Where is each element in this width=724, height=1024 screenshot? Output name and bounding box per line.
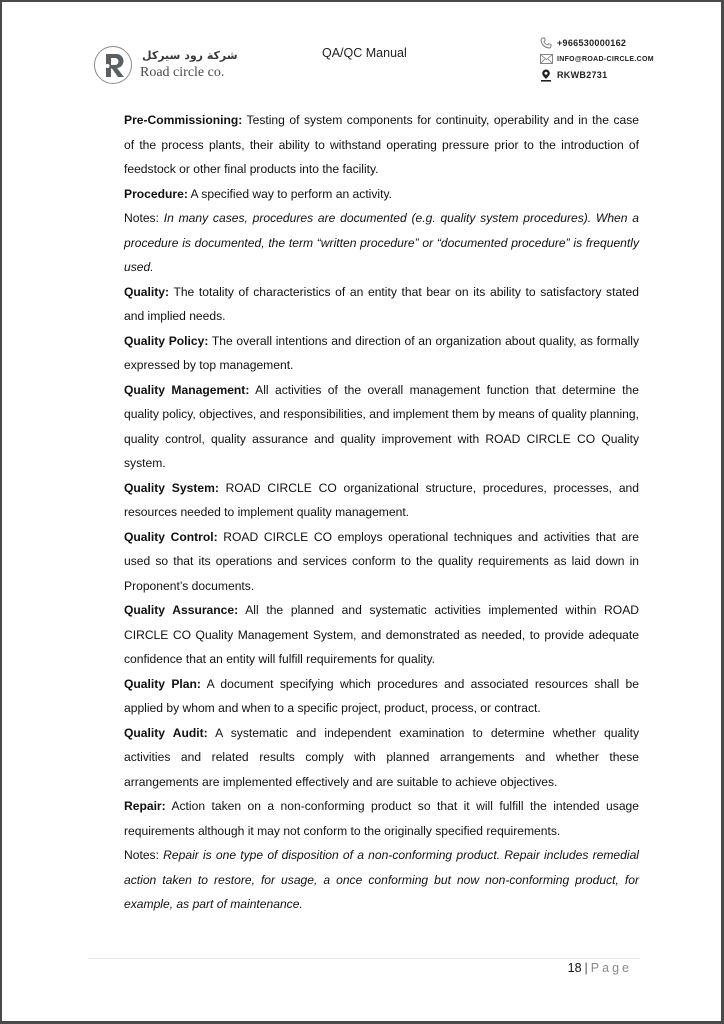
note-label: Notes: <box>124 848 164 862</box>
page-separator: | <box>584 961 588 975</box>
definition-quality-control <box>124 525 639 599</box>
definition-text: A specified way to perform an activity. <box>187 186 392 201</box>
definition-quality-plan <box>124 672 639 721</box>
definition-repair <box>124 794 639 843</box>
road-circle-logo-icon <box>94 46 132 84</box>
page-number-footer <box>568 961 632 975</box>
contact-email <box>539 51 654 67</box>
page-label: Page <box>590 961 632 975</box>
document-title: QA/QC Manual <box>322 46 407 60</box>
definition-quality-system <box>124 476 639 525</box>
definition-term: Procedure: <box>124 186 188 201</box>
definition-text: A document specifying which procedures and associated resources shall be applied by whom and when to a specific project, product, process, or contract. <box>124 676 639 715</box>
definition-term: Quality Management: <box>124 382 250 397</box>
contact-phone <box>539 35 654 51</box>
definition-text: A systematic and independent examination to determine whether quality activities and related results comply with planned arrangements and whether these arrangements are implemented effectively and are suitable to achieve objectives. <box>124 725 639 789</box>
definition-term: Pre-Commissioning: <box>124 113 243 127</box>
note-text: In many cases, procedures are documented (e.g. quality system procedures). When a procedure is documented, the term “written procedure” or “documented procedure” is frequently used. <box>124 211 639 274</box>
definition-quality-assurance <box>124 598 639 672</box>
definition-quality-audit <box>124 721 639 795</box>
definition-text: All the planned and systematic activities implemented within ROAD CIRCLE CO Quality Management System, and demonstrated as needed, to provide adequate confidence that an entity will fulfill requirements for quality. <box>124 603 639 666</box>
note-label: Notes: <box>124 211 164 225</box>
definition-quality-management <box>124 378 639 476</box>
definition-term: Repair: <box>124 799 166 813</box>
definition-pre-commissioning <box>124 108 639 182</box>
definition-term: Quality Assurance: <box>124 603 239 617</box>
definition-text: ROAD CIRCLE CO employs operational techniques and activities that are used so that its operations and services conform to the quality requirements as laid down in Proponent’s documents. <box>124 529 639 593</box>
envelope-icon <box>539 53 553 65</box>
footer-divider <box>88 958 640 959</box>
definition-text: Action taken on a non-conforming product so that it will fulfill the intended usage requirements although it may not conform to the originally specified requirements. <box>124 799 639 838</box>
email-address: INFO@ROAD-CIRCLE.COM <box>557 55 654 63</box>
definition-term: Quality System: <box>124 480 219 495</box>
company-logo <box>94 46 238 88</box>
definition-term: Quality: <box>124 284 170 299</box>
procedure-note <box>124 206 639 280</box>
company-name-arabic: شركة رود سيركل <box>142 49 238 62</box>
note-text: Repair is one type of disposition of a non-conforming product. Repair includes remedial action taken to restore, for usage, a once conforming but now non-conforming product, for example, as part of maintenance. <box>124 848 639 911</box>
repair-note <box>124 843 639 917</box>
definition-procedure <box>124 182 639 207</box>
company-name: Road circle co. <box>140 65 225 80</box>
definition-text: All activities of the overall management function that determine the quality policy, objectives, and responsibilities, and implement them by means of quality planning, quality control, quality assurance and quality improvement with ROAD CIRCLE CO Quality system. <box>124 382 639 470</box>
definition-text: ROAD CIRCLE CO organizational structure, procedures, processes, and resources needed to implement quality management. <box>124 480 640 519</box>
definition-term: Quality Audit: <box>124 725 208 740</box>
definition-text: The totality of characteristics of an entity that bear on its ability to satisfactory stated and implied needs. <box>124 284 639 323</box>
definition-quality-policy <box>124 329 639 378</box>
definition-text: Testing of system components for continuity, operability and in the case of the process plants, their ability to withstand operating pressure prior to the introduction of feedstock or other final products into the facility. <box>124 113 639 176</box>
location-pin-icon <box>539 69 553 81</box>
phone-icon <box>539 37 553 49</box>
definitions-content <box>124 108 639 917</box>
definition-term: Quality Plan: <box>124 676 201 691</box>
definition-term: Quality Policy: <box>124 333 209 348</box>
definition-quality <box>124 280 639 329</box>
contact-block <box>539 35 654 83</box>
phone-number: +966530000162 <box>557 38 627 48</box>
page-number: 18 <box>567 961 582 975</box>
location-code: RKWB2731 <box>557 70 608 80</box>
definition-term: Quality Control: <box>124 529 218 544</box>
definition-text: The overall intentions and direction of an organization about quality, as formally expressed by top management. <box>124 333 639 372</box>
contact-location <box>539 67 654 83</box>
